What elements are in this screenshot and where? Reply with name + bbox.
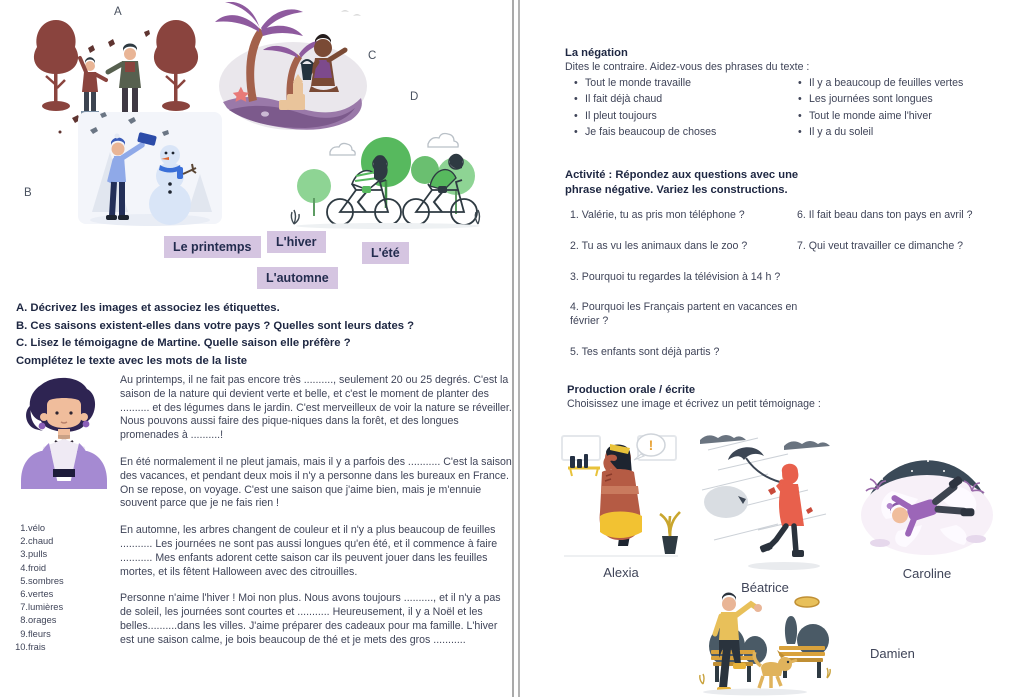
figure-damien <box>695 588 837 696</box>
negation-bullet: • Il y a beaucoup de feuilles vertes <box>797 75 1022 91</box>
spring-cycling-illustration <box>288 128 484 231</box>
questions-right-column <box>797 209 1017 271</box>
scene-letter-c: C <box>368 50 377 62</box>
production-subtitle: Choisissez une image et écrivez un petit témoignage : <box>567 398 821 410</box>
question-5: 5. Tes enfants sont déjà partis ? <box>570 345 720 358</box>
tag-hiver[interactable]: L'hiver <box>267 231 326 253</box>
beach-scene-illustration <box>213 2 375 148</box>
winter-scene-illustration <box>70 112 222 234</box>
word-list-item: 5. sombres <box>20 575 64 586</box>
negation-bullet: • Tout le monde aime l'hiver <box>797 108 1022 124</box>
question-4: 4. Pourquoi les Français partent en vacances en février ? <box>570 301 798 328</box>
snow-angel-illustration <box>856 427 998 561</box>
figure-caption-alexia: Alexia <box>603 565 639 580</box>
paragraph-hiver: Personne n'aime l'hiver ! Moi non plus. Nous avons toujours .........., et il n'y a pas de soleil, les journées sont courtes et ........... Heureusement, il y a Noël et les belles..........dans les villes. J'aime préparer des cadeaux pour ma famille. L'hiver est une saison calme, je bois beaucoup de thé et je mets des gros ........... <box>120 592 501 646</box>
negation-title: La négation <box>565 47 628 59</box>
word-list-item: 8. orages <box>20 615 57 626</box>
negation-subtitle: Dites le contraire. Aidez-vous des phrases du texte : <box>565 61 810 73</box>
question-1: 1. Valérie, tu as pris mon téléphone ? <box>570 209 745 221</box>
word-list-item: 10. frais <box>15 641 46 652</box>
tag-ete[interactable]: L'été <box>362 242 409 264</box>
martine-text <box>120 374 513 661</box>
paragraph-automne: En automne, les arbres changent de couleur et il n'y a plus beaucoup de feuilles ........... Les journées ne sont pas aussi longues qu'en été, et il commence à faire ........... Mes enfants adorent cette saison car ils peuvent jouer dans les feuilles mortes, et ils fêtent Halloween avec des citrouilles. <box>120 524 498 578</box>
negation-bullet: • Tout le monde travaille <box>573 75 788 91</box>
question-6: 6. Il fait beau dans ton pays en avril ? <box>797 209 973 221</box>
negation-bullets-right <box>797 75 1022 141</box>
word-list-item: 1. vélo <box>20 523 46 533</box>
instructions-block <box>16 300 414 370</box>
negation-bullet: • Il fait déjà chaud <box>573 91 788 107</box>
tag-printemps[interactable]: Le printemps <box>164 236 261 258</box>
figure-caption-caroline: Caroline <box>902 566 952 581</box>
instruction-b: B. Ces saisons existent-elles dans votre pays ? Quelles sont leurs dates ? <box>16 319 415 332</box>
negation-bullet: • Il pleut toujours <box>573 108 788 124</box>
negation-bullets-left <box>573 75 788 141</box>
park-frisbee-illustration <box>695 588 837 696</box>
scene-letter-b: B <box>24 187 32 199</box>
word-list-item: 9. fleurs <box>20 628 51 639</box>
negation-bullet: • Les journées sont longues <box>797 91 1022 107</box>
figure-caption-damien: Damien <box>870 646 915 661</box>
word-list-item: 3. pulls <box>20 549 48 560</box>
activite-title: Activité : Répondez aux questions avec une phrase négative. Variez les constructions. <box>565 169 799 196</box>
paragraph-ete: En été normalement il ne pleut jamais, mais il y a parfois des ........... C'est la saison des vacances, et pendant deux mois il n'y a personne dans les bureaux en France. On se repose, on voyage. C'est une saison que j'aime bien, mais je m'ennuie souvent parce que je ne fais rien ! <box>120 455 512 510</box>
negation-bullet: • Il y a du soleil <box>797 124 1022 140</box>
negation-bullet: • Je fais beaucoup de choses <box>573 124 788 140</box>
figure-caption-beatrice: Béatrice <box>741 580 789 595</box>
scene-letter-a: A <box>114 6 122 18</box>
production-title: Production orale / écrite <box>567 384 696 396</box>
alert-exclamation: ! <box>648 437 654 453</box>
paragraph-printemps: Au printemps, il ne fait pas encore très .........., seulement 20 ou 25 degrés. C'est la saison de la nature qui devient verte et belle, et c'est le moment de planter des .......... et des légumes dans le jardin. C'est merveilleux de voir la nature se réveiller. Nous pouvons aussi faire des pique-niques dans la forêt, et des longues promenades à ..........! <box>120 374 512 442</box>
storm-illustration <box>698 430 832 575</box>
scene-letter-d: D <box>410 91 419 103</box>
figure-alexia <box>558 428 684 580</box>
instruction-a: A. Décrivez les images et associez les étiquettes. <box>16 302 280 314</box>
figure-beatrice <box>698 430 832 595</box>
question-7: 7. Qui veut travailler ce dimanche ? <box>797 239 964 252</box>
instruction-c: C. Lisez le témoigagne de Martine. Quelle saison elle préfère ? <box>16 337 351 350</box>
martine-avatar <box>13 377 115 489</box>
word-list-item: 6. vertes <box>20 589 54 600</box>
question-2: 2. Tu as vu les animaux dans le zoo ? <box>570 239 748 252</box>
sunburn-illustration <box>558 428 684 560</box>
page-divider-line <box>512 0 514 697</box>
word-list-item: 4. froid <box>20 562 47 573</box>
figure-caroline <box>856 427 998 581</box>
word-list-item: 2. chaud <box>20 536 54 547</box>
word-list-item: 7. lumières <box>20 602 64 613</box>
question-3: 3. Pourquoi tu regardes la télévision à 14 h ? <box>570 270 781 283</box>
instruction-complete: Complétez le texte avec les mots de la liste <box>16 354 248 367</box>
questions-left-column <box>570 209 805 377</box>
page-divider-line <box>518 0 520 697</box>
word-list <box>4 522 64 654</box>
tag-automne[interactable]: L'automne <box>257 267 338 289</box>
